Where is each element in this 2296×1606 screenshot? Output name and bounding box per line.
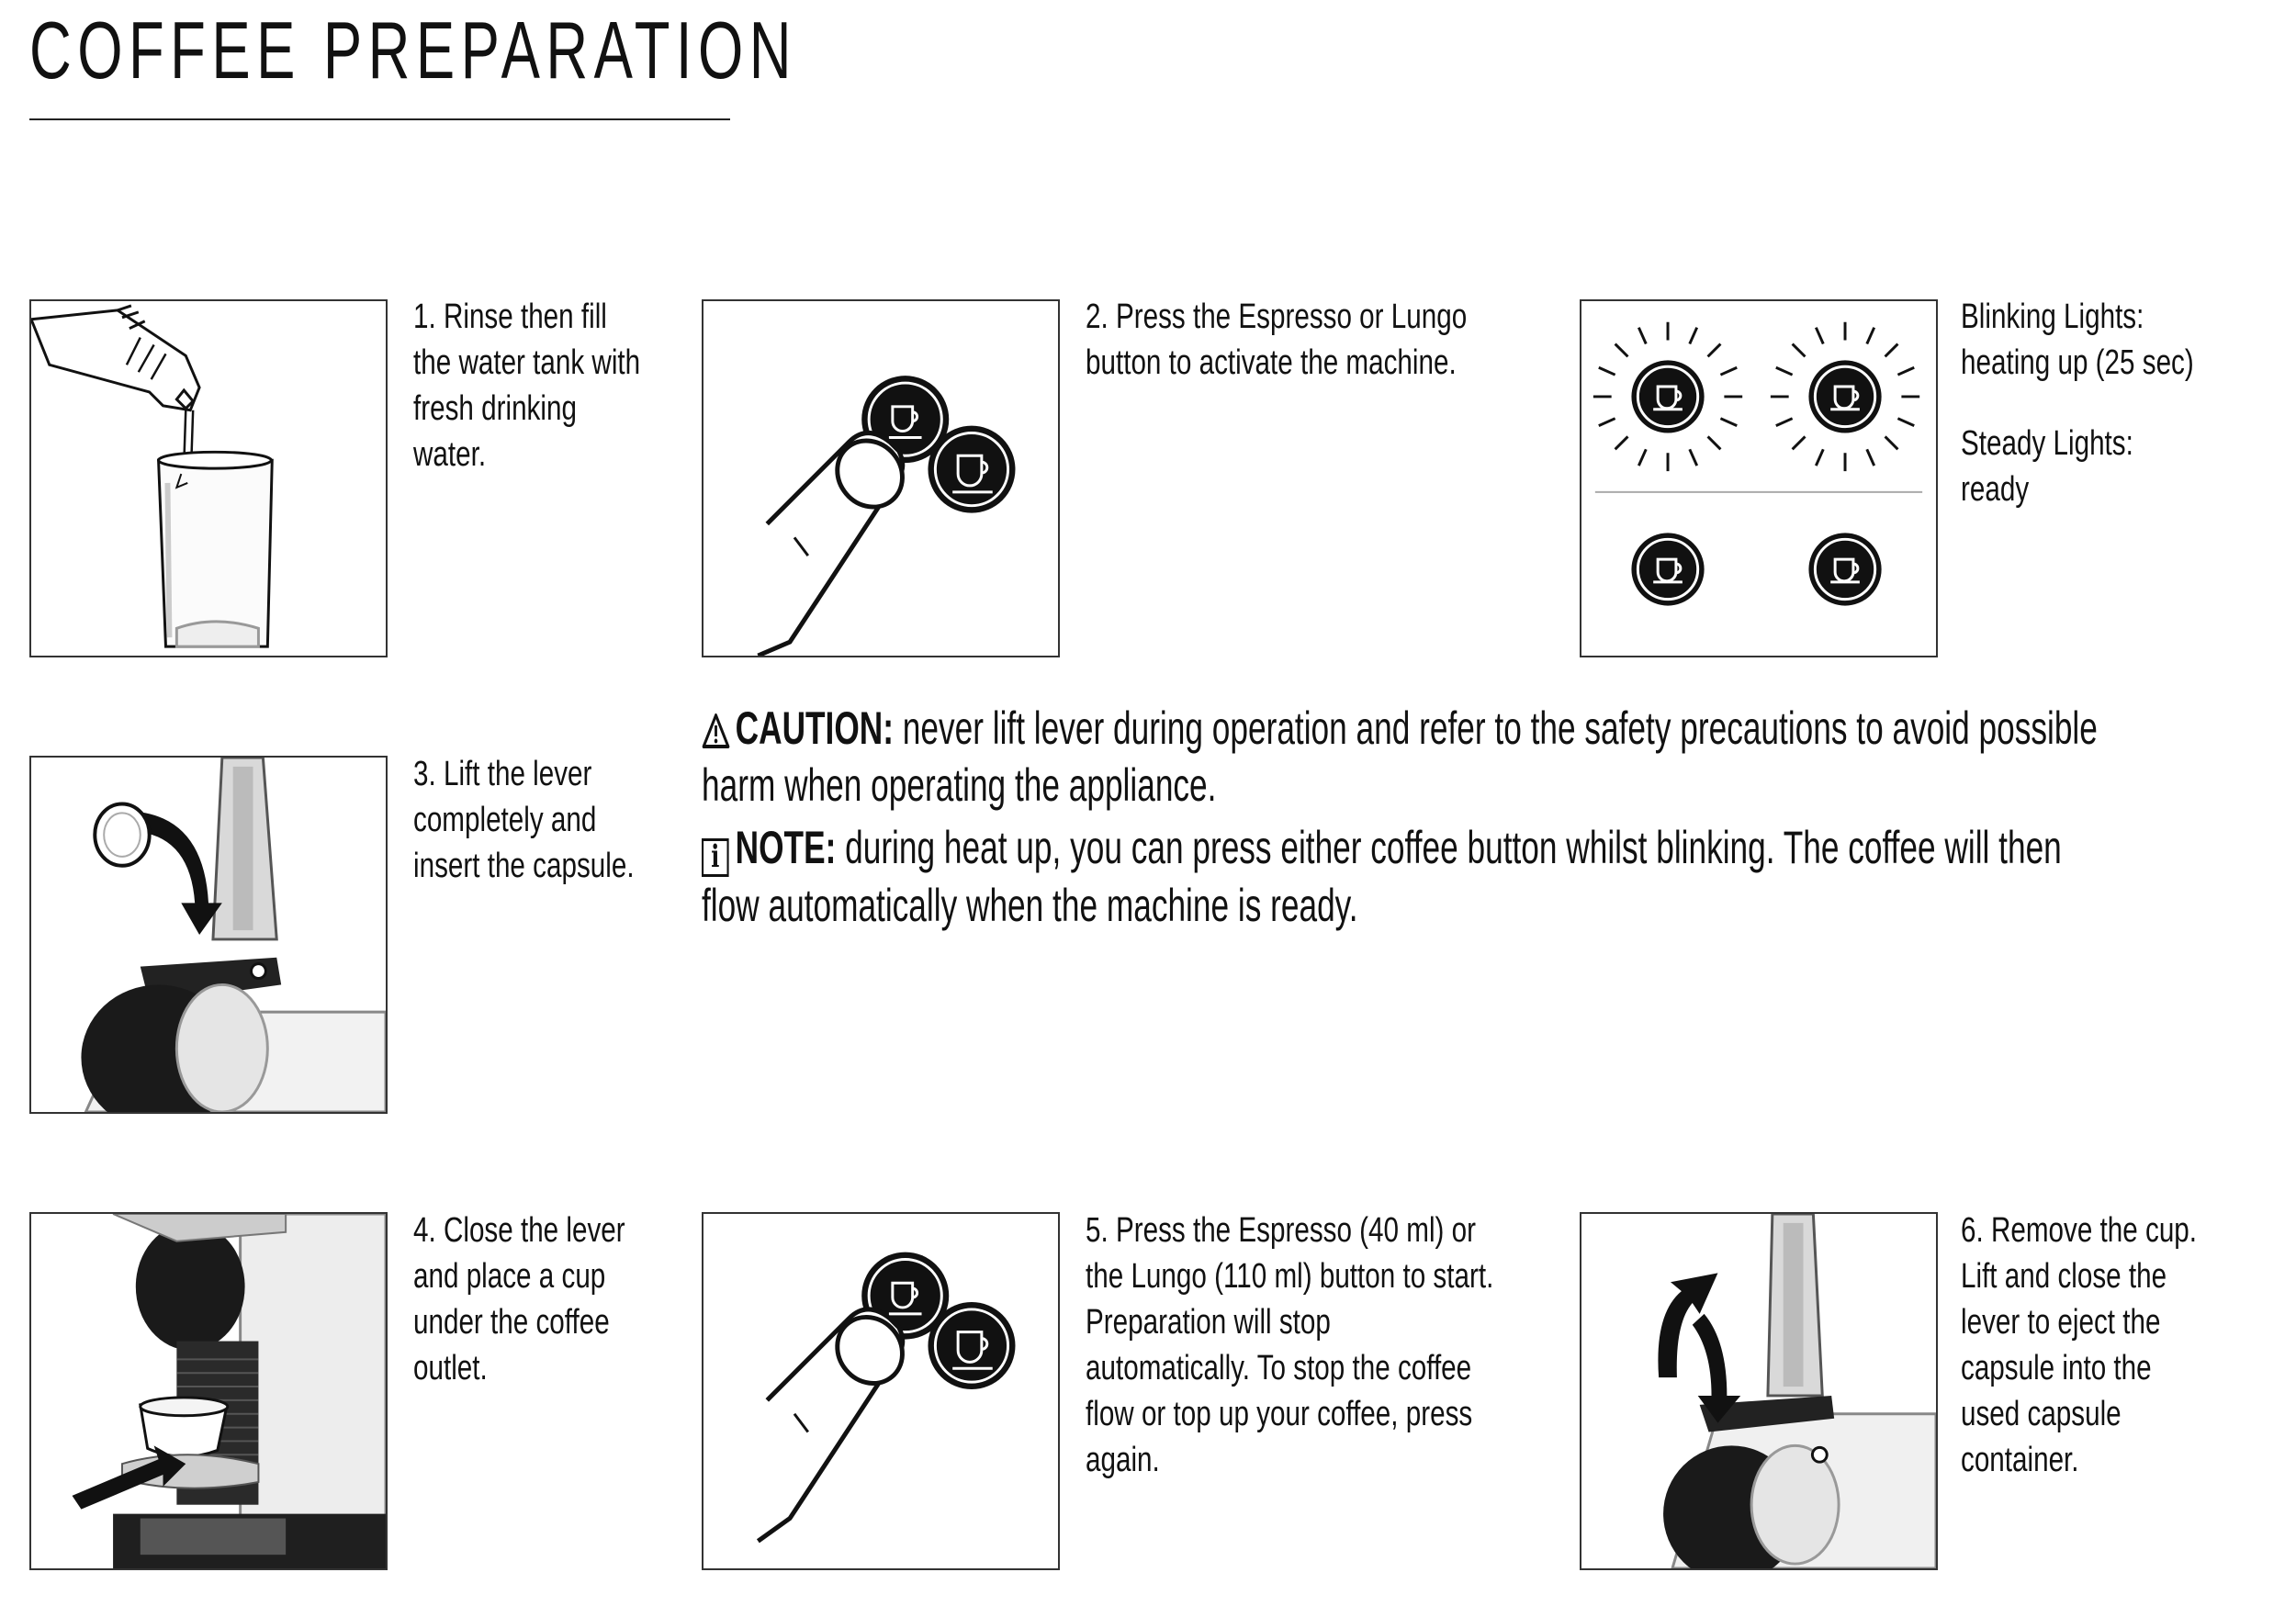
step-5-caption: 5. Press the Espresso (40 ml) or the Lungo (110 ml) button to start. Preparation will stop automatically. To stop the coffee flow or top up your coffee, press again. xyxy=(1086,1211,1494,1479)
note-body: during heat up, you can press either coffee button whilst blinking. The coffee will then flow automatically when the machine is ready. xyxy=(702,822,2062,931)
step-3-illustration xyxy=(29,756,388,1114)
step-2-illustration xyxy=(702,299,1060,657)
page-title: COFFEE PREPARATION xyxy=(29,5,797,95)
caution-body: never lift lever during operation and refer to the safety precautions to avoid possible harm when operating the appliance. xyxy=(702,702,2098,811)
caution-text xyxy=(702,700,2126,814)
step-1-caption: 1. Rinse then fill the water tank with fresh drinking water. xyxy=(413,298,641,474)
lights-caption xyxy=(1961,294,2197,547)
warning-triangle-icon xyxy=(702,713,730,749)
eject-capsule-icon xyxy=(1581,1214,1936,1568)
steady-lights-text: Steady Lights: ready xyxy=(1961,424,2133,509)
finger-press-icon xyxy=(703,301,1058,656)
step-3-caption: 3. Lift the lever completely and insert the capsule. xyxy=(413,755,635,885)
step-4-illustration xyxy=(29,1212,388,1570)
blinking-lights-text: Blinking Lights: heating up (25 sec) xyxy=(1961,298,2194,382)
note-text xyxy=(702,819,2126,934)
lights-illustration xyxy=(1580,299,1938,657)
step-4-caption: 4. Close the lever and place a cup under the coffee outlet. xyxy=(413,1211,625,1387)
lights-diagram xyxy=(1581,301,1936,656)
caution-note-block xyxy=(702,700,2126,934)
title-divider xyxy=(29,118,730,120)
capsule-insert-icon xyxy=(31,758,386,1112)
caution-label: CAUTION: xyxy=(735,702,894,754)
water-bottle-icon xyxy=(31,301,386,656)
step-5-illustration xyxy=(702,1212,1060,1570)
step-2-caption: 2. Press the Espresso or Lungo button to activate the machine. xyxy=(1086,298,1468,382)
step-6-caption: 6. Remove the cup. Lift and close the lever to eject the capsule into the used capsule container. xyxy=(1961,1211,2198,1479)
note-label: NOTE: xyxy=(735,822,837,873)
finger-press-icon xyxy=(703,1214,1058,1568)
info-icon: i xyxy=(702,838,729,877)
place-cup-icon xyxy=(31,1214,386,1568)
step-6-illustration xyxy=(1580,1212,1938,1570)
step-1-illustration xyxy=(29,299,388,657)
